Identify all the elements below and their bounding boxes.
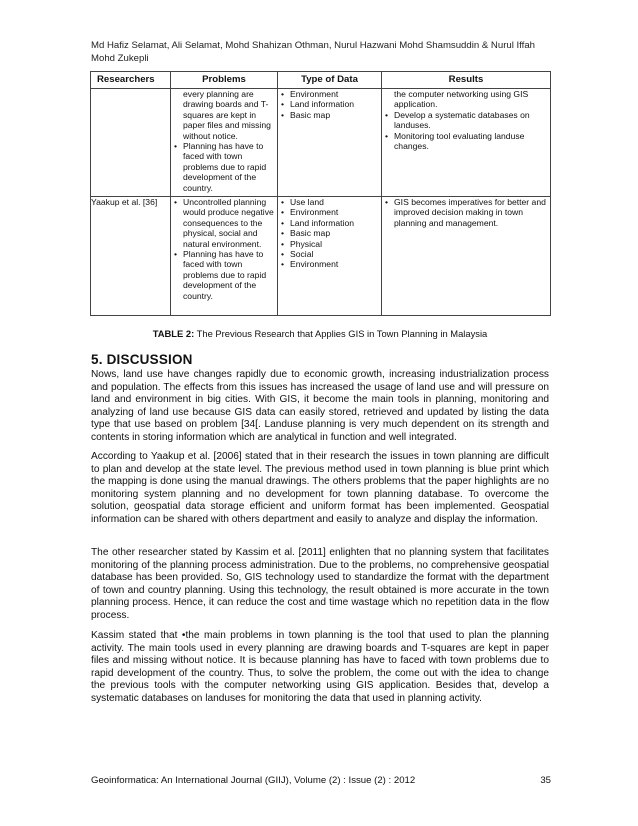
list-item (171, 141, 275, 193)
column-header: Researchers (91, 72, 171, 89)
problem-text: Uncontrolled planning would produce negative consequences to the physical, social and natural environment. (183, 197, 274, 249)
bullet-icon: • (385, 130, 389, 141)
data-type-text: Environment (290, 207, 339, 218)
list-item (278, 99, 379, 109)
problems-cell (171, 197, 278, 316)
list-item (382, 89, 548, 110)
list-item (171, 89, 275, 141)
data-type-text: Physical (290, 238, 322, 249)
data-type-text: Basic map (290, 109, 331, 120)
data-types-cell (278, 89, 382, 197)
list-item (382, 131, 548, 152)
body-paragraph: Nows, land use have changes rapidly due to economic growth, increasing industrialization process and population. The effects from this issues has increased the usage of land use and will pressure on land and environment in big cities. With GIS, it become the main tools in planning, monitoring and analyzing of land use because GIS data can easily stored, retrieved and updated by listing the data type that use based on problem [34[. Landuse planning is very much dependent on its strength and contents in storing information which are analytical in function and well integrated. (91, 369, 549, 443)
result-text: the computer networking using GIS application. (394, 89, 529, 110)
section-heading: 5. DISCUSSION (91, 352, 193, 367)
column-header: Problems (171, 72, 278, 89)
bullet-icon: • (174, 197, 178, 207)
bullet-icon: • (174, 141, 178, 152)
list-item (278, 218, 379, 228)
bullet-icon: • (385, 197, 389, 207)
list-item (171, 197, 275, 249)
body-paragraph: Kassim stated that •the main problems in town planning is the tool that used to plan the planning activity. The main tools used in every planning are drawing boards and T-squares are kept in paper files and missing without notice. It is because planning has have to faced with town problems due to rapid development of the country. Thus, to solve the problem, the come out with the idea to change the previous tools with the computer networking using GIS application. Besides that, develop a systematic databases on landuses for monitoring the data that used in planning activity. (91, 630, 549, 704)
list-item (382, 197, 548, 228)
caption-text: The Previous Research that Applies GIS in Town Planning in Malaysia (196, 328, 488, 339)
result-text: GIS becomes imperatives for better and improved decision making in town planning and management. (394, 197, 546, 228)
bullet-icon: • (281, 109, 285, 120)
body-paragraph: According to Yaakup et al. [2006] stated that in their research the issues in town planning are difficult to plan and develop at the state level. The previous method used in town planning is blue print which the mapping is done using the manual drawings. The others problems that the paper highlights are no monitoring system planning and no development for town planning database. To overcome the solution, geospatial data storage efficient and uniform format has been implemented. Geospatial information can be shared with others department and easily to analyze and display the information. (91, 451, 549, 525)
data-type-text: Land information (290, 217, 355, 228)
caption-label: TABLE 2: (152, 328, 195, 339)
page-footer (91, 775, 551, 786)
researcher-cell (91, 89, 171, 197)
problems-cell (171, 89, 278, 197)
researcher-cell: Yaakup et al. [36] (91, 197, 171, 316)
column-header: Type of Data (278, 72, 382, 89)
list-item (278, 239, 379, 249)
bullet-icon: • (385, 109, 389, 120)
result-text: Monitoring tool evaluating landuse changes. (394, 130, 525, 152)
bullet-icon: • (281, 89, 285, 99)
data-type-text: Use land (290, 197, 324, 207)
data-type-text: Basic map (290, 228, 331, 239)
table-row (91, 197, 551, 316)
bullet-icon: • (281, 238, 285, 249)
body-paragraph: The other researcher stated by Kassim et al. [2011] enlighten that no planning system that facilitates monitoring of the planning process administration. Due to the problems, no comprehensive geospatial database has been provided. So, GIS technology used to standardize the format with the department of town and country planning. Using this technology, the result obtained is more accurate in the town planning process. Hence, it can reduce the cost and time wastage which no repetition data in the flow process. (91, 547, 549, 621)
bullet-icon: • (281, 99, 285, 110)
bullet-icon: • (174, 249, 178, 260)
table-header-row (91, 72, 551, 89)
bullet-icon: • (281, 217, 285, 228)
running-header-authors: Md Hafiz Selamat, Ali Selamat, Mohd Shahizan Othman, Nurul Hazwani Mohd Shamsuddin & Nurul Iffah Mohd Zukepli (91, 40, 536, 64)
bullet-icon: • (281, 249, 285, 260)
data-types-cell (278, 197, 382, 316)
research-table (90, 71, 551, 316)
data-type-text: Social (290, 249, 314, 260)
problem-text: every planning are drawing boards and T-squares are kept in paper files and missing without notice. (183, 89, 271, 141)
list-item (382, 110, 548, 131)
journal-citation: Geoinformatica: An International Journal (GIIJ), Volume (2) : Issue (2) : 2012 (91, 775, 416, 786)
list-item (278, 249, 379, 259)
table-caption (90, 328, 550, 339)
bullet-icon: • (281, 228, 285, 239)
list-item (278, 228, 379, 238)
list-item (171, 249, 275, 301)
table-row (91, 89, 551, 197)
column-header: Results (382, 72, 551, 89)
list-item (278, 197, 379, 207)
data-type-text: Environment (290, 259, 339, 270)
problem-text: Planning has have to faced with town problems due to rapid development of the country. (183, 249, 267, 301)
problem-text: Planning has have to faced with town problems due to rapid development of the country. (183, 141, 267, 193)
bullet-icon: • (281, 259, 285, 270)
data-type-text: Land information (290, 99, 355, 110)
list-item (278, 259, 379, 269)
page-number: 35 (540, 775, 551, 786)
bullet-icon: • (281, 207, 285, 218)
results-cell (382, 197, 551, 316)
bullet-icon: • (281, 197, 285, 207)
result-text: Develop a systematic databases on landuses. (394, 109, 530, 131)
data-type-text: Environment (290, 89, 339, 99)
list-item (278, 207, 379, 217)
list-item (278, 89, 379, 99)
results-cell (382, 89, 551, 197)
list-item (278, 110, 379, 120)
